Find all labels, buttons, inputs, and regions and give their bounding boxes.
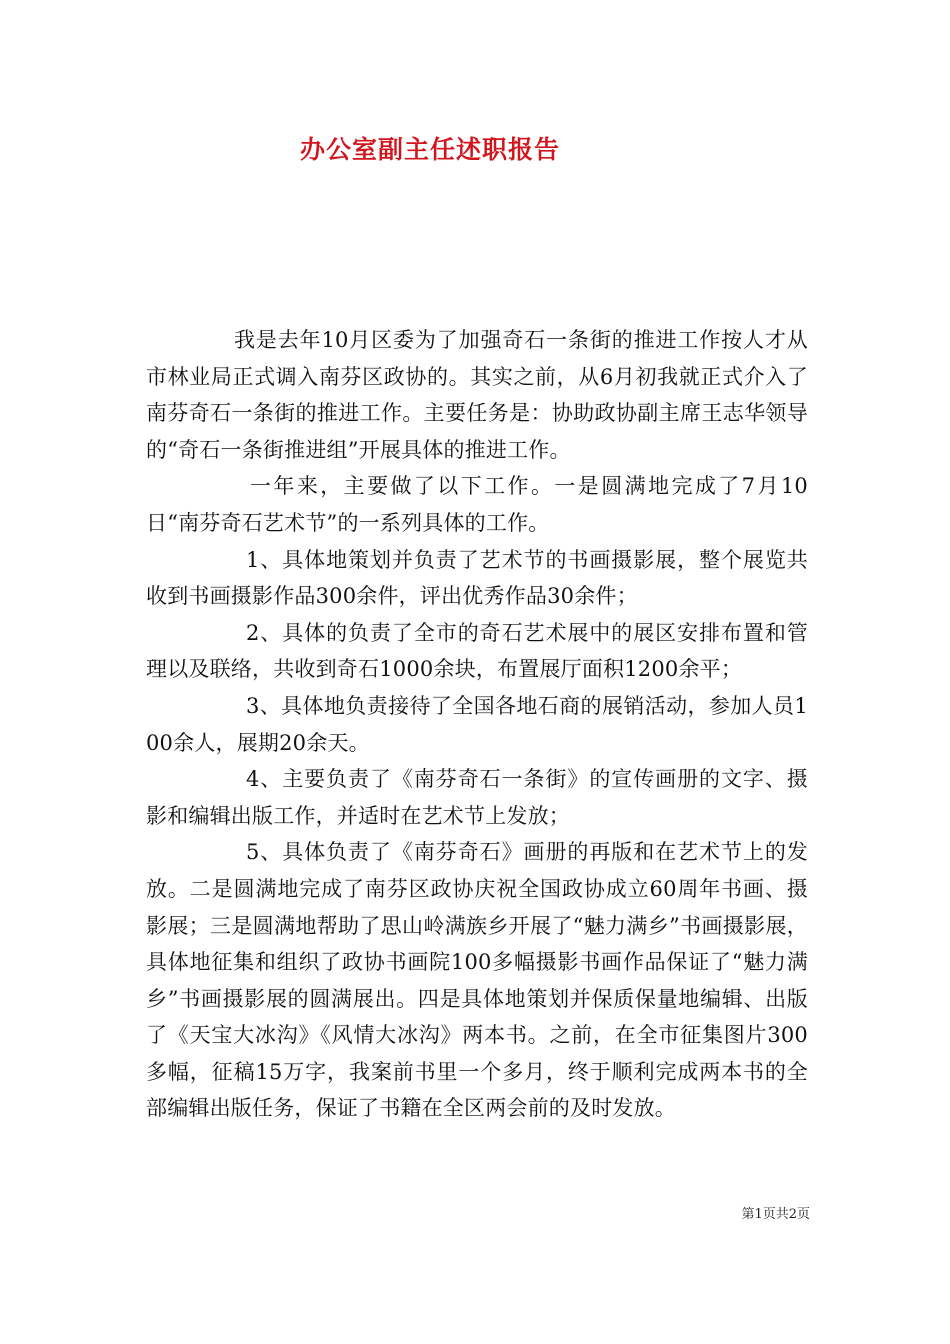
paragraph-summary: 一年来，主要做了以下工作。一是圆满地完成了7月10日“南芬奇石艺术节”的一系列具体的工作。 <box>146 474 808 535</box>
paragraph-intro: 我是去年10月区委为了加强奇石一条街的推进工作按人才从市林业局正式调入南芬区政协的。其实之前，从6月初我就正式介入了南芬奇石一条街的推进工作。主要任务是：协助政协副主席王志华领导的“奇石一条街推进组”开展具体的推进工作。 <box>146 328 808 462</box>
document-body <box>146 322 808 1127</box>
paragraph-item-1: 1、具体地策划并负责了艺术节的书画摄影展，整个展览共收到书画摄影作品300余件，评出优秀作品30余件； <box>146 547 808 609</box>
paragraph-item-2: 2、具体的负责了全市的奇石艺术展中的展区安排布置和管理以及联络，共收到奇石1000余块，布置展厅面积1200余平； <box>146 620 808 682</box>
paragraph-item-5: 5、具体负责了《南芬奇石》画册的再版和在艺术节上的发放。二是圆满地完成了南芬区政协庆祝全国政协成立60周年书画、摄影展；三是圆满地帮助了思山岭满族乡开展了“魅力满乡”书画摄影展，具体地征集和组织了政协书画院100多幅摄影书画作品保证了“魅力满乡”书画摄影展的圆满展出。四是具体地策划并保质保量地编辑、出版了《天宝大冰沟》《风情大冰沟》两本书。之前，在全市征集图片300多幅，征稿15万字，我案前书里一个多月，终于顺利完成两本书的全部编辑出版任务，保证了书籍在全区两会前的及时发放。 <box>146 840 808 1121</box>
page-number-footer: 第1页共2页 <box>741 1207 810 1222</box>
document-title: 办公室副主任述职报告 <box>299 135 560 164</box>
paragraph-item-3: 3、具体地负责接待了全国各地石商的展销活动，参加人员100余人，展期20余天。 <box>146 693 808 755</box>
paragraph-item-4: 4、主要负责了《南芬奇石一条街》的宣传画册的文字、摄影和编辑出版工作，并适时在艺术节上发放； <box>146 767 808 828</box>
